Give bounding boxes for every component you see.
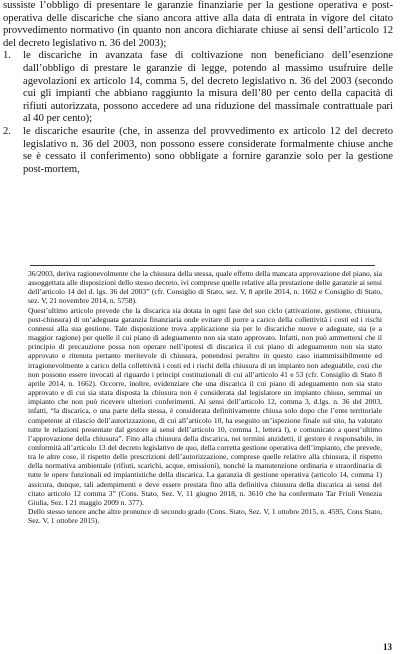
footnote-separator	[30, 265, 375, 266]
list-item-number: 1.	[3, 50, 11, 62]
list-item-text: le discariche in avanzata fase di coltivazione non beneficiano dell’esenzione dall’obbligo di prestare le garanzie di legge, potendo al massimo usufruire delle agevolazioni ex articolo 14, comma 5, del decreto legislativo n. 36 del 2003 (secondo cui gli impianti che abbiano raggiunto la misura dell’80 per cento della capacità di rifiuti autorizzata, possono accedere ad una riduzione del massimale contrattuale pari al 40 per cento);	[23, 50, 393, 125]
list-item	[3, 50, 393, 126]
list-item-text: le discariche esaurite (che, in assenza del provvedimento ex articolo 12 del decreto legislativo n. 36 del 2003, non possono essere considerate formalmente chiuse anche se è cessato il conferimento) sono obbligate a fornire garanzie solo per la gestione post-mortem,	[23, 125, 393, 175]
footnote-paragraph: 36/2003, deriva ragionevolmente che la chiusura della stessa, quale effetto della mancata approvazione del piano, sia assoggettata alle disposizioni dello stesso decreto, ivi comprese quelle relative alla prestazione delle garanzie ai sensi dell’articolo 14 del d. lgs. 36 del 2003” (cfr. Consiglio di Stato, sez. V, 8 aprile 2014, n. 1662 e Consiglio di Stato, sez. V, 21 novembre 2014, n. 5758).	[28, 269, 382, 306]
list-item-number: 2.	[3, 125, 11, 137]
intro-paragraph: sussiste l’obbligo di presentare le garanzie finanziarie per la gestione operativa e post-operativa delle discariche che siano ancora attive alla data di entrata in vigore del citato provvedimento normativo (in quanto non ancora dichiarate chiuse ai sensi dell’articolo 12 del decreto legislativo n. 36 del 2003);	[3, 0, 393, 49]
footnotes	[28, 269, 382, 525]
footnote-paragraph: Dello stesso tenore anche altre pronunce di secondo grado (Cons. Stato, Sez. V, 1 ottobre 2015, n. 4595, Cons Stato, Sez. V, 1 ottobre 2015).	[28, 507, 382, 526]
footnote-paragraph: Quest’ultimo articolo prevede che la discarica sia dotata in ogni fase del suo ciclo (attivazione, gestione, chiusura, post-chiusura) di un’adeguata garanzia finanziaria onde evitare di porre a carico della collettività i costi ed i rischi connessi alla sua gestione. Tale disposizione trova applicazione sia per le discariche nuove e adeguate, sia (e a maggior ragione) per quelle il cui piano di adeguamento non sia stato approvato. Infatti, non può ammettersi che il principio di precauzione possa non operare nell’ipotesi di discarica il cui piano di adeguamento non sia stato approvato e ritenuta pertanto meritevole di chiusura, ponendosi peraltro in questo caso inammissibilmente ed irragionevolmente a carico della collettività i costi ed i rischi della chiusura di un impianto non adeguabile, così che non possono essere invocati al riguardo i principi costituzionali di cui all’articolo 41 e 53 (cfr. Consiglio di Stato 8 aprile 2014, n. 1662). Occorre, inoltre, evidenziare che una discarica il cui piano di adeguamento non sia stato approvato e di cui sia stata disposta la chiusura non è considerata dal legislatore un impianto chiuso, semmai un impianto che non può ricevere ulteriori conferimenti. Ai sensi dell’articolo 12, comma 3, d.lgs. n. 36 del 2003, infatti, “la discarica, o una parte della stessa, è considerata definitivamente chiusa solo dopo che l’ente territoriale competente al rilascio dell’autorizzazione, di cui all’articolo 10, ha eseguito un’ispezione finale sul sito, ha valutato tutte le relazioni presentate dal gestore ai sensi dell’articolo 10, comma 1, lettera l), e comunicato a quest’ultimo l’approvazione della chiusura”. Fino alla chiusura della discarica, nei termini anzidetti, il gestore è responsabile, in conformità all’articolo 13 del decreto legislativo de quo, della corretta gestione operativa dell’impianto, che prevede, tra le altre cose, il rispetto delle prescrizioni dell’autorizzazione, comprese quelle relative alla chiusura, il rispetto della normativa ambientale (rifiuti, scarichi, acque, emissioni), nonché la manutenzione ordinaria e straordinaria di tutte le opere funzionali ed impiantistiche della discarica. La garanzia di gestione operativa (articolo 14, comma 1) assicura, dunque, tali adempimenti e deve essere prestata fino alla definitiva chiusura della discarica ai sensi del citato articolo 12 comma 3” (Cons. Stato, Sez. V, 11 giugno 2018, n. 3610 che ha confermato Tar Friuli Venezia Giulia, Sez. I 21 maggio 2009 n. 377).	[28, 305, 382, 507]
main-text	[3, 0, 393, 176]
list-item	[3, 126, 393, 176]
page-number: 13	[383, 642, 392, 652]
